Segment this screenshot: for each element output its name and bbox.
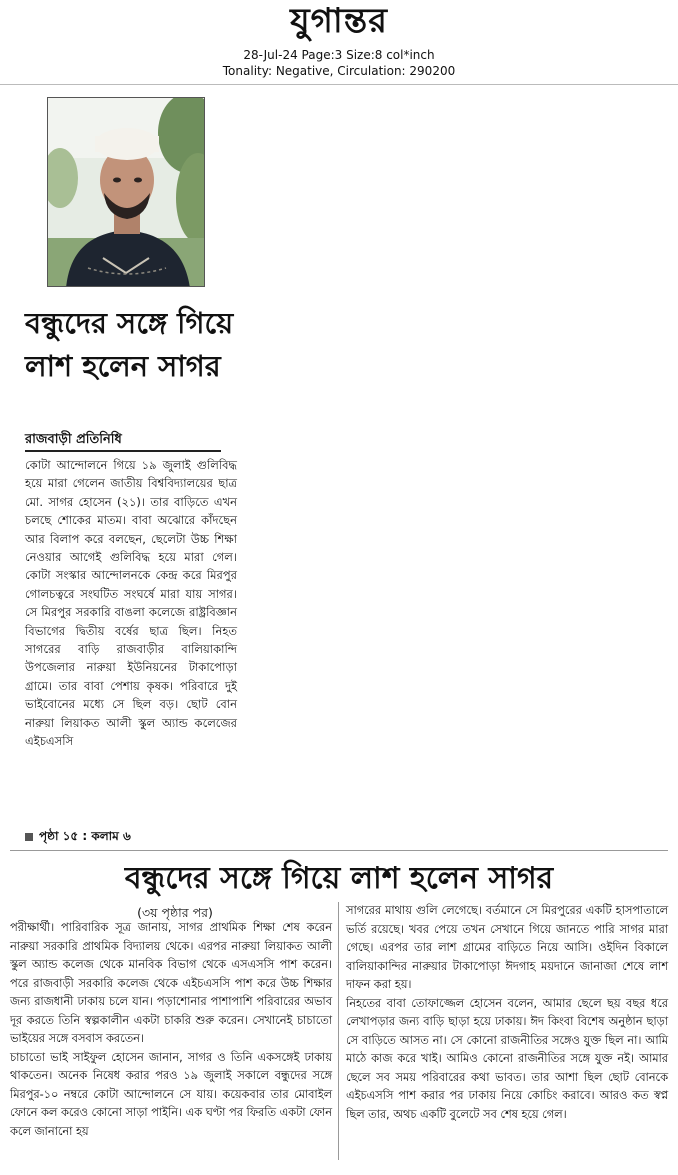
clipping-meta-line-2: Tonality: Negative, Circulation: 290200 <box>222 64 456 78</box>
continued-from-label: (৩য় পৃষ্ঠার পর) <box>137 905 213 920</box>
jump-column-left <box>10 919 332 1141</box>
paragraph: সাগরের মাথায় গুলি লেগেছে। বর্তমানে সে মিরপুরের একটি হাসপাতালে ভর্তি রয়েছে। খবর পেয়ে তখন সেখানে গিয়ে জানতে পারি সাগর মারা গেছে। এরপর তার লাশ গ্রামের বাড়িতে নিয়ে আসি। ওইদিন বিকালে বালিয়াকান্দির নারুয়ার টাকাপোড়া ঈদগাহ ময়দানে জানাজা শেষে লাশ দাফন করা হয়। <box>346 904 668 991</box>
article-headline: বন্ধুদের সঙ্গে গিয়ে লাশ হলেন সাগর <box>25 306 234 383</box>
jump-column-right <box>346 902 668 1124</box>
byline: রাজবাড়ী প্রতিনিধি <box>25 432 221 452</box>
paragraph: চাচাতো ভাই সাইফুল হোসেন জানান, সাগর ও তিনি একসঙ্গেই ঢাকায় থাকতেন। অনেক নিষেধ করার পরও ১৯ জুলাই সকালে বন্ধুদের সঙ্গে মিরপুর-১০ নম্বরে কোটা আন্দোলনে সে যায়। কয়েকবার তার মোবাইল ফোনে কল করেও কোনো সাড়া পাইনি। এক ঘণ্টা পর ফিরতি একটা ফোন কলে জানানো হয় <box>10 1050 332 1138</box>
paragraph: নিহতের বাবা তোফাজ্জেল হোসেন বলেন, আমার ছেলে ছয় বছর ধরে লেখাপড়ার জন্য বাড়ি ছাড়া হয়ে ঢাকায়। ঈদ কিংবা বিশেষ অনুষ্ঠান ছাড়া সে বাড়িতে আসত না। সে কোনো রাজনীতির সঙ্গেও যুক্ত ছিল না। আমি মাঠে কাজ করে খাই। আমিও কোনো রাজনীতির সঙ্গে যুক্ত নই। আমার ছেলে সব সময় পরিবারের কথা ভাবত। তার আশা ছিল ছোট বোনকে এইচএসসি পাশ করার পর ঢাকায় নিয়ে কোচিং করাবে। আরও কত স্বপ্ন ছিল তার, অথচ একটি বুলেটে সব শেষ হয়ে গেল। <box>346 996 668 1121</box>
masthead-divider <box>0 84 678 85</box>
jump-divider <box>10 850 668 851</box>
column-divider <box>338 902 339 1160</box>
portrait-photo-icon <box>48 98 205 287</box>
square-bullet-icon <box>25 833 33 841</box>
paragraph: পরীক্ষার্থী। পারিবারিক সূত্র জানায়, সাগর প্রাথমিক শিক্ষা শেষ করেন নারুয়া সরকারি প্রাথমিক বিদ্যালয় থেকে। এরপর নারুয়া লিয়াকত আলী স্কুল অ্যান্ড কলেজ থেকে মানবিক বিভাগ থেকে এসএসসি পাশ করেন। পরে রাজবাড়ী সরকারি কলেজ থেকে এইচএসসি পাশ করে উচ্চ শিক্ষার জন্য রাজধানী ঢাকায় চলে যান। পড়াশোনার পাশাপাশি পরিবারের অভাব দূর করতে তিনি স্বল্পকালীন একটা চাকরি শুরু করেন। সেখানেই চাচাতো ভাইয়ের সঙ্গে বসবাস করতেন। <box>10 921 332 1045</box>
portrait-photo <box>47 97 205 287</box>
jump-headline: বন্ধুদের সঙ্গে গিয়ে লাশ হলেন সাগর <box>124 861 554 896</box>
newspaper-logo: যুগান্তর <box>290 1 388 41</box>
clipping-meta-line-1: 28-Jul-24 Page:3 Size:8 col*inch <box>243 48 435 62</box>
continued-on-page <box>25 828 131 844</box>
continued-label: পৃষ্ঠা ১৫ : কলাম ৬ <box>39 829 131 843</box>
article-lead-text: কোটা আন্দোলনে গিয়ে ১৯ জুলাই গুলিবিদ্ধ হয়ে মারা গেলেন জাতীয় বিশ্ববিদ্যালয়ের ছাত্র মো. সাগর হোসেন (২১)। তার বাড়িতে এখন চলছে শোকের মাতম। বাবা অঝোরে কাঁদছেন আর বিলাপ করে বলছেন, ছেলেটা উচ্চ শিক্ষা নেওয়ার আগেই গুলিবিদ্ধ হয়ে মারা গেল। কোটা সংস্কার আন্দোলনকে কেন্দ্র করে মিরপুর গোলচত্বরে সংঘটিত সংঘর্ষে মারা যায় সাগর। সে মিরপুর সরকারি বাঙলা কলেজে রাষ্ট্রবিজ্ঞান বিভাগের দ্বিতীয় বর্ষের ছাত্র ছিল। নিহত সাগরের বাড়ি রাজবাড়ীর বালিয়াকান্দি উপজেলার নারুয়া ইউনিয়নের টাকাপোড়া গ্রামে। তার বাবা পেশায় কৃষক। পরিবারে দুই ভাইবোনের মধ্যে সে ছিল বড়। ছোট বোন নারুয়া লিয়াকত আলী স্কুল অ্যান্ড কলেজের এইচএসসি <box>25 458 237 749</box>
